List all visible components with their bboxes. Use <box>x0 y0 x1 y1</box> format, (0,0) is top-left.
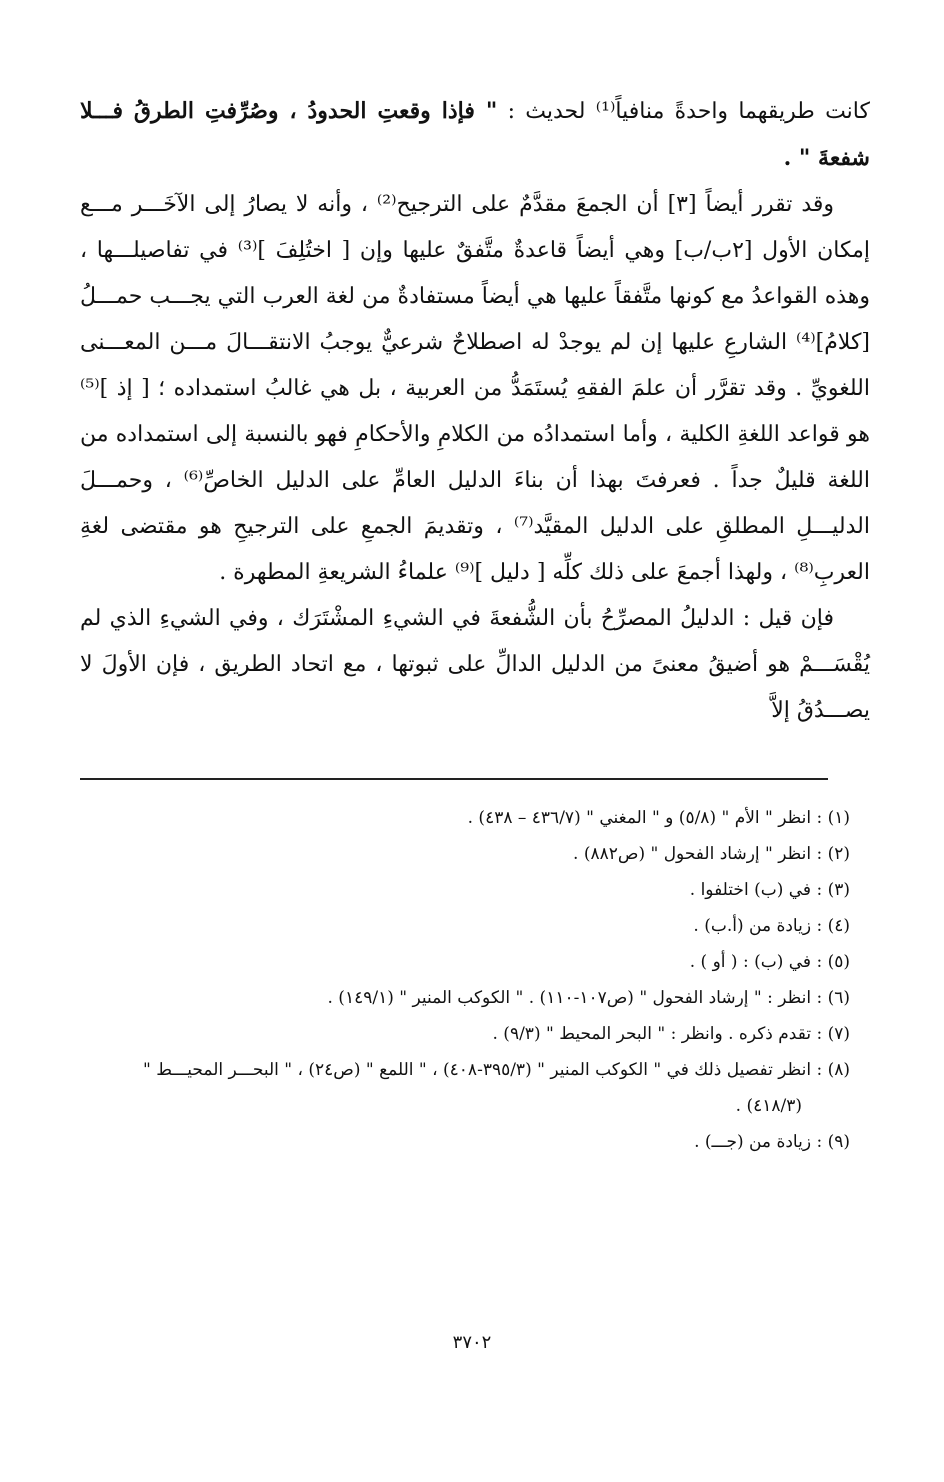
footnotes <box>80 800 850 1160</box>
footnote-5: (٥) : في (ب) : ( أو ) . <box>689 952 850 972</box>
footnote-6: (٦) : انظر : " إرشاد الفحول " (ص١٠٧-١١٠) . " الكوكب المنير " (١٤٩/١) . <box>327 988 850 1008</box>
footnote-8-continuation: (٤١٨/٣) . <box>735 1096 802 1116</box>
footnote-7: (٧) : تقدم ذكره . وانظر : " البحر المحيط " (٩/٣) . <box>492 1024 850 1044</box>
footnote-8: (٨) : انظر تفصيل ذلك في " الكوكب المنير " (٣٩٥/٣-٤٠٨) ، " اللمع " (ص٢٤) ، " البحـــر المحيـــط " <box>142 1060 850 1080</box>
paragraph-3: فإن قيل : الدليلُ المصرِّحُ بأن الشُّفعةَ في الشيءِ المشْتَرَك ، وفي الشيءِ الذي لم يُقْسَـــمْ هو أضيقُ معنىً من الدليل الدالِّ على ثبوتها ، مع اتحاد الطريق ، فإن الأولَ لا يصـــدُقُ إلاَّ <box>80 606 870 723</box>
footnote-1: (١) : انظر " الأم " (٥/٨) و " المغني " (٤٣٦/٧ – ٤٣٨) . <box>467 808 850 828</box>
footnote-9: (٩) : زيادة من (جـــ) . <box>694 1132 850 1152</box>
page-number: ٣٧٠٢ <box>452 1332 492 1353</box>
paragraph-2: وقد تقرر أيضاً [٣] أن الجمعَ مقدَّمٌ على الترجيح⁽²⁾ ، وأنه لا يصارُ إلى الآخَـــر مـــع إمكان الأول [٢ب/ب] وهي أيضاً قاعدةٌ متَّفقٌ عليها وإن [ اختُلِفَ ]⁽³⁾ في تفاصيلـــها ، وهذه القواعدُ مع كونها متَّفقاً عليها هي أيضاً مستفادةٌ من لغة العرب التي يجـــب حمـــلُ [كلامُ]⁽⁴⁾ الشارعِ عليها إن لم يوجدْ له اصطلاحٌ شرعيٌّ يوجبُ الانتقـــالَ مـــن المعـــنى اللغويِّ . وقد تقرَّر أن علمَ الفقهِ يُستَمَدُّ من العربية ، بل هي غالبُ استمداده ؛ [ إذ ]⁽⁵⁾ هو قواعد اللغةِ الكلية ، وأما استمدادُه من الكلامِ والأحكامِ فهو بالنسبة إلى استمداده من اللغة قليلٌ جداً . فعرفتَ بهذا أن بناءَ الدليل العامِّ على الدليل الخاصِّ⁽⁶⁾ ، وحمـــلَ الدليـــلِ المطلقِ على الدليل المقيَّد⁽⁷⁾ ، وتقديمَ الجمعِ على الترجيحِ هو مقتضى لغةِ العربِ⁽⁸⁾ ، ولهذا أجمعَ على ذلك كلِّه [ دليل ]⁽⁹⁾ علماءُ الشريعةِ المطهرة . <box>80 192 870 585</box>
main-text <box>80 88 870 734</box>
footnote-2: (٢) : انظر " إرشاد الفحول " (ص٨٨٢) . <box>573 844 850 864</box>
paragraph-1-lead: كانت طريقهما واحدةً منافياً⁽¹⁾ لحديث : <box>497 99 870 124</box>
footnote-3: (٣) : في (ب) اختلفوا . <box>689 880 850 900</box>
footnote-divider <box>80 778 828 780</box>
hadith-quote: " فإذا وقعتِ الحدودُ ، وصُرِّفتِ الطرقُ فـــلا شفعةَ " . <box>80 98 870 171</box>
footnote-4: (٤) : زيادة من (أ.ب) . <box>693 916 850 936</box>
paragraph-1 <box>80 88 870 182</box>
